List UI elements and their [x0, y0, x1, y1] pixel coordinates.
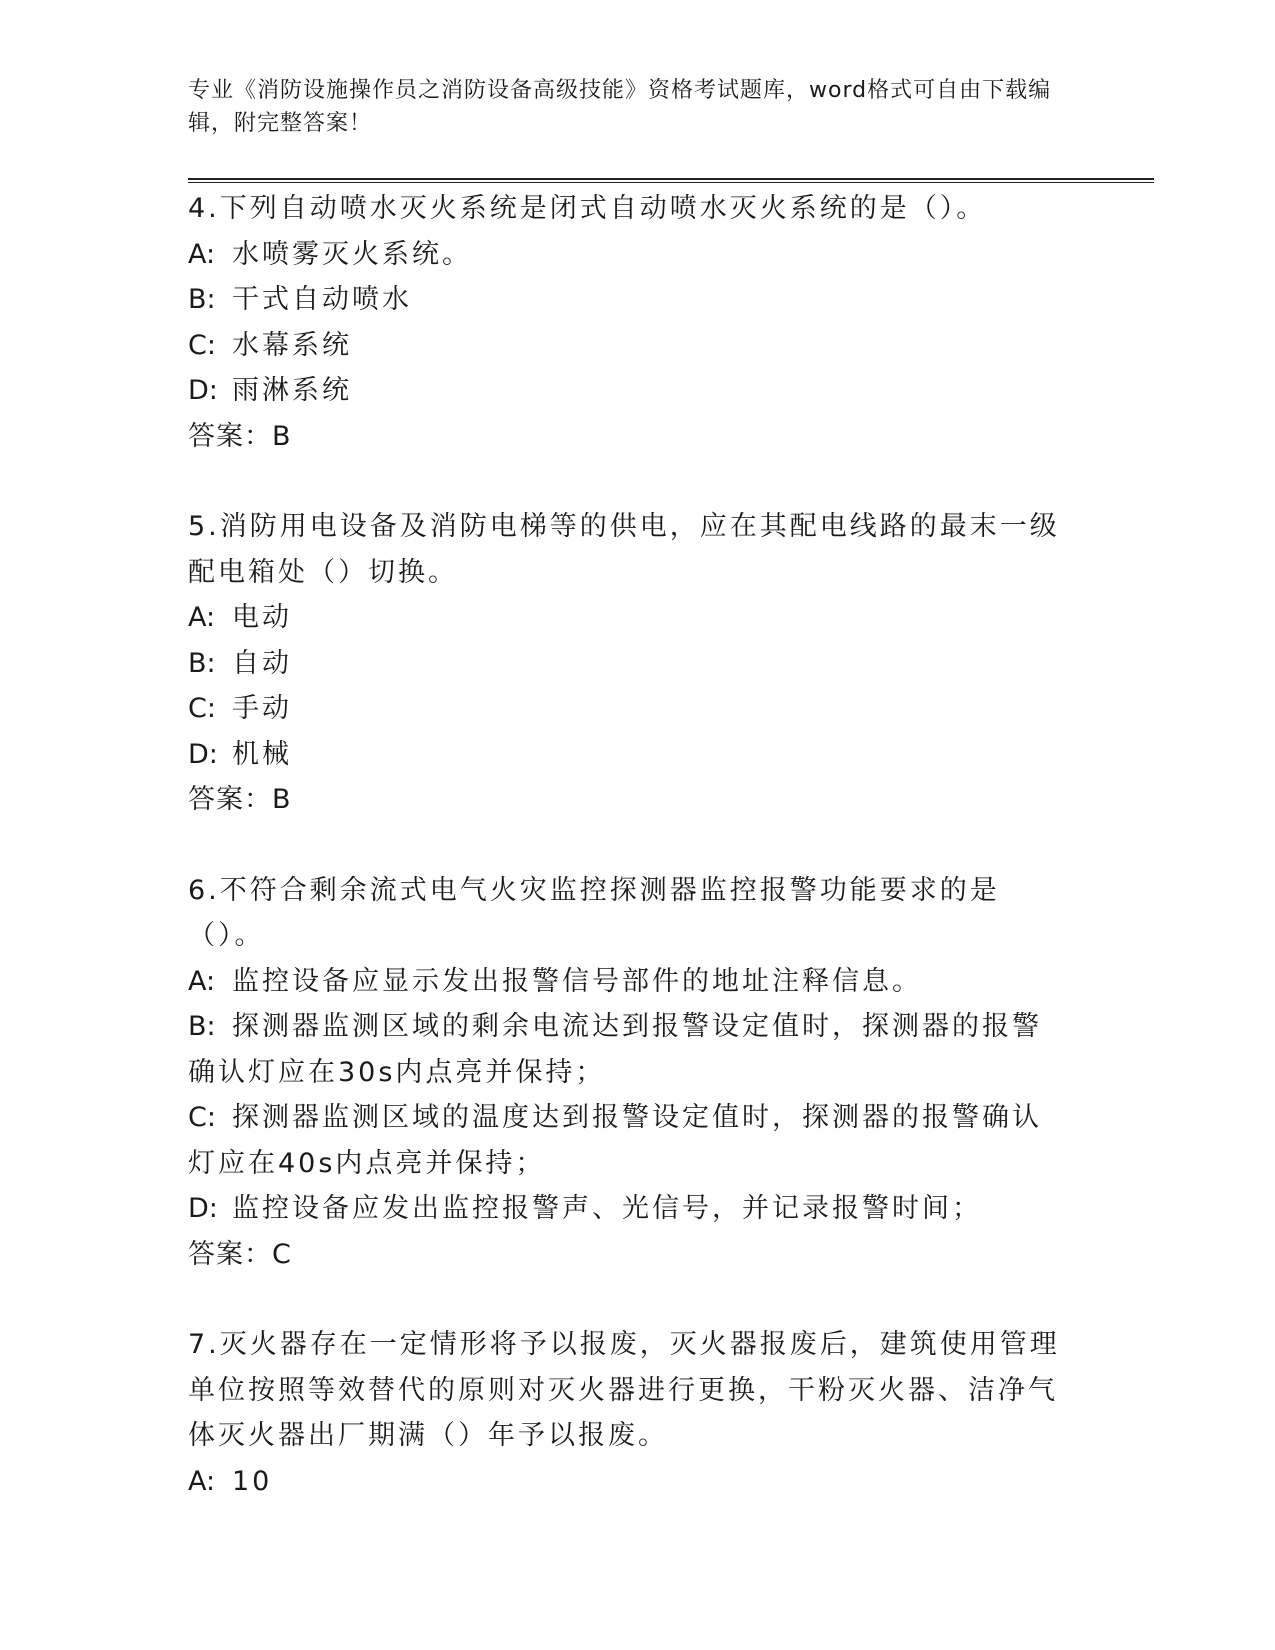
question-list: [188, 186, 1068, 1549]
option-d: [188, 1186, 1068, 1232]
answer-line: 答案：C: [188, 1238, 292, 1270]
answer-line: 答案：B: [188, 784, 292, 815]
option-b: [188, 641, 1068, 687]
question-6: [188, 868, 1068, 1278]
option-key: B:: [188, 284, 216, 315]
option-text: 雨淋系统: [232, 375, 352, 406]
question-stem: 5.消防用电设备及消防电梯等的供电，应在其配电线路的最末一级配电箱处（）切换。: [188, 511, 1060, 588]
option-key: D:: [188, 738, 218, 770]
option-key: A:: [188, 602, 216, 633]
option-text: 监控设备应显示发出报警信号部件的地址注释信息。: [232, 965, 922, 997]
option-c: [188, 1095, 1068, 1186]
option-key: D:: [188, 1193, 218, 1224]
option-text: 水幕系统: [232, 329, 352, 361]
option-text: 探测器监测区域的温度达到报警设定值时，探测器的报警确认灯应在40s内点亮并保持；: [188, 1102, 1042, 1179]
header-divider-thick: [188, 178, 1154, 180]
option-text: 机械: [232, 738, 292, 770]
question-7: [188, 1322, 1068, 1504]
option-c: [188, 323, 1068, 369]
document-intro: 专业《消防设施操作员之消防设备高级技能》资格考试题库，word格式可自由下载编辑，附完整答案！: [188, 78, 1052, 136]
option-text: 水喷雾灭火系统。: [232, 238, 472, 270]
option-text: 自动: [232, 647, 292, 679]
option-key: A:: [188, 1465, 216, 1497]
option-d: [188, 368, 1068, 414]
option-c: [188, 686, 1068, 732]
option-d: [188, 732, 1068, 778]
option-text: 探测器监测区域的剩余电流达到报警设定值时，探测器的报警确认灯应在30s内点亮并保持；: [188, 1011, 1042, 1088]
option-key: C:: [188, 329, 216, 361]
option-text: 电动: [232, 602, 292, 633]
question-4: [188, 186, 1068, 459]
option-a: [188, 959, 1068, 1005]
option-b: [188, 277, 1068, 323]
question-stem: 7.灭火器存在一定情形将予以报废，灭火器报废后，建筑使用管理单位按照等效替代的原则对灭火器进行更换，干粉灭火器、洁净气体灭火器出厂期满（）年予以报废。: [188, 1329, 1060, 1451]
option-text: 干式自动喷水: [232, 284, 412, 315]
option-a: [188, 1459, 1068, 1505]
option-a: [188, 232, 1068, 278]
option-b: [188, 1004, 1068, 1095]
option-key: C:: [188, 1102, 216, 1133]
option-key: C:: [188, 693, 216, 724]
option-key: A:: [188, 238, 216, 270]
option-key: A:: [188, 965, 216, 997]
question-5: [188, 504, 1068, 823]
option-text: 10: [232, 1465, 273, 1497]
option-key: D:: [188, 375, 218, 406]
question-stem: 6.不符合剩余流式电气火灾监控探测器监控报警功能要求的是（）。: [188, 874, 1000, 951]
option-a: [188, 595, 1068, 641]
answer-line: 答案：B: [188, 420, 292, 452]
option-text: 监控设备应发出监控报警声、光信号，并记录报警时间；: [232, 1193, 982, 1224]
question-stem: 4.下列自动喷水灭火系统是闭式自动喷水灭火系统的是（）。: [188, 193, 987, 224]
option-key: B:: [188, 1011, 216, 1042]
option-text: 手动: [232, 693, 292, 724]
option-key: B:: [188, 647, 216, 679]
header-divider-thin: [188, 182, 1154, 183]
